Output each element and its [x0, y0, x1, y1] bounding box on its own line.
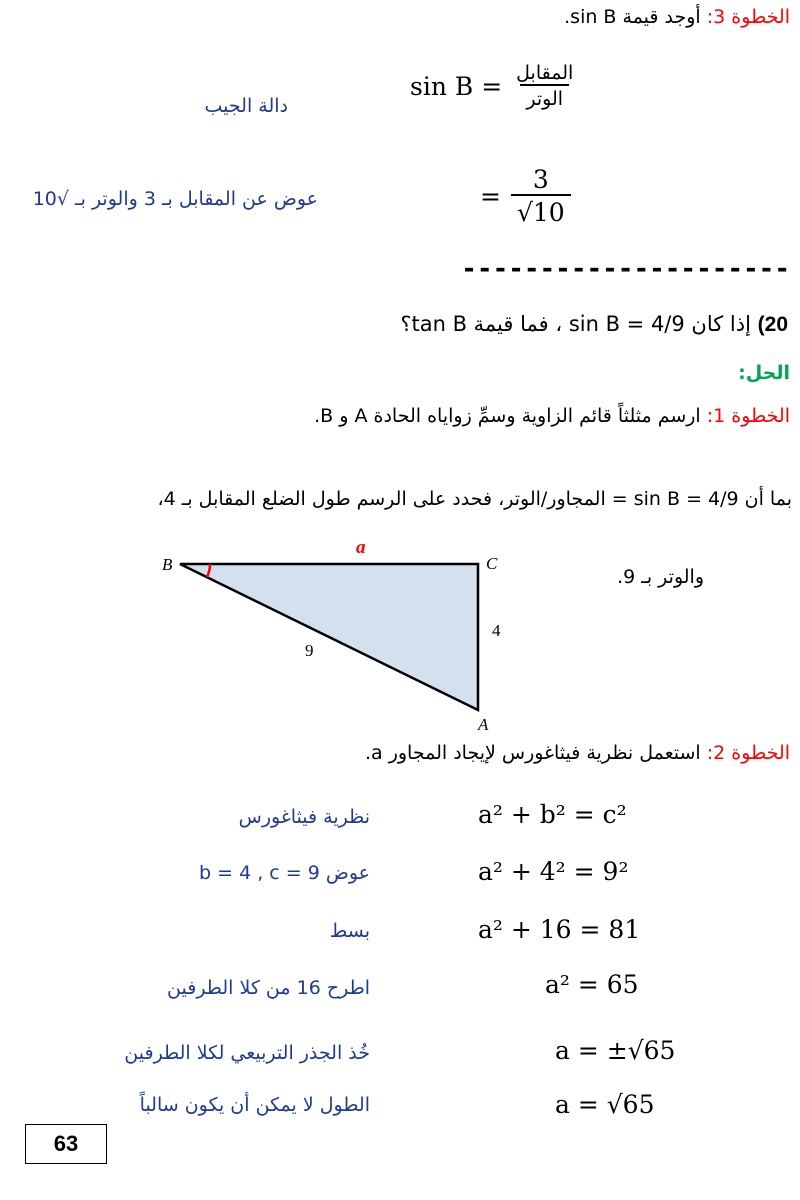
step3-heading: [564, 6, 790, 28]
step2-heading: [365, 742, 790, 764]
side-4-label: 4: [492, 621, 501, 640]
step3-eq2-fraction: [511, 165, 571, 227]
equation-6-note: الطول لا يمكن أن يكون سالباً: [139, 1094, 370, 1116]
step2-label: الخطوة 2:: [706, 742, 790, 764]
equation-5-note: خُذ الجذر التربيعي لكلا الطرفين: [124, 1042, 370, 1064]
equation-4: a² = 65: [545, 970, 639, 999]
page-number: 63: [25, 1124, 107, 1164]
equation-3-note: بسط: [329, 920, 370, 942]
equation-2-note: عوض b = 4 , c = 9: [199, 862, 370, 884]
side-a-label: a: [356, 540, 366, 558]
equation-2: a² + 4² = 9²: [478, 857, 629, 886]
triangle-shape: [180, 564, 478, 710]
step1-explanation-line2: والوتر بـ 9.: [617, 566, 704, 588]
equation-6: a = √65: [555, 1090, 655, 1119]
step1-explanation-line1: بما أن sin B = 4/9 = المجاور/الوتر، فحدد على الرسم طول الضلع المقابل بـ 4،: [157, 488, 792, 510]
problem-20: [400, 312, 788, 337]
equation-3: a² + 16 = 81: [478, 915, 641, 944]
equation-1: a² + b² = c²: [478, 800, 627, 829]
separator-line: ---------------------: [461, 254, 790, 284]
step3-eq2-equals: =: [480, 181, 501, 211]
step3-eq2-numerator: 3: [532, 165, 549, 194]
step1-text: ارسم مثلثاً قائم الزاوية وسمِّ زواياه الحادة A و B.: [314, 405, 701, 427]
vertex-B-label: B: [162, 555, 173, 574]
equation-5: a = ±√65: [555, 1036, 676, 1065]
step3-eq1-numerator: المقابل: [516, 62, 574, 84]
problem-text: إذا كان sin B = 4/9 ، فما قيمة tan B؟: [400, 312, 751, 336]
equation-1-note: نظرية فيثاغورس: [238, 806, 370, 828]
vertex-C-label: C: [486, 554, 498, 573]
step1-label: الخطوة 1:: [706, 405, 790, 427]
step3-eq1-fraction: [510, 62, 579, 110]
step3-label: الخطوة 3:: [706, 6, 790, 28]
step1-heading: [314, 405, 790, 427]
step2-text: استعمل نظرية فيثاغورس لإيجاد المجاور a.: [364, 742, 701, 764]
step3-text: أوجد قيمة sin B.: [564, 6, 701, 28]
step3-eq1-lhs: sin B =: [410, 71, 503, 101]
step3-eq1: [410, 62, 579, 110]
vertex-A-label: A: [478, 715, 489, 734]
step3-eq1-denominator: الوتر: [520, 84, 569, 110]
problem-number: 20): [757, 313, 788, 336]
step3-eq2: [480, 165, 571, 227]
step3-eq2-denominator: √10: [511, 194, 571, 227]
step3-eq1-note: دالة الجيب: [204, 95, 288, 117]
right-triangle-figure: [150, 540, 510, 735]
hypotenuse-9-label: 9: [305, 641, 314, 660]
equation-4-note: اطرح 16 من كلا الطرفين: [167, 977, 370, 999]
step3-eq2-note: عوض عن المقابل بـ 3 والوتر بـ √10: [32, 188, 318, 210]
solution-label: الحل:: [738, 362, 790, 384]
